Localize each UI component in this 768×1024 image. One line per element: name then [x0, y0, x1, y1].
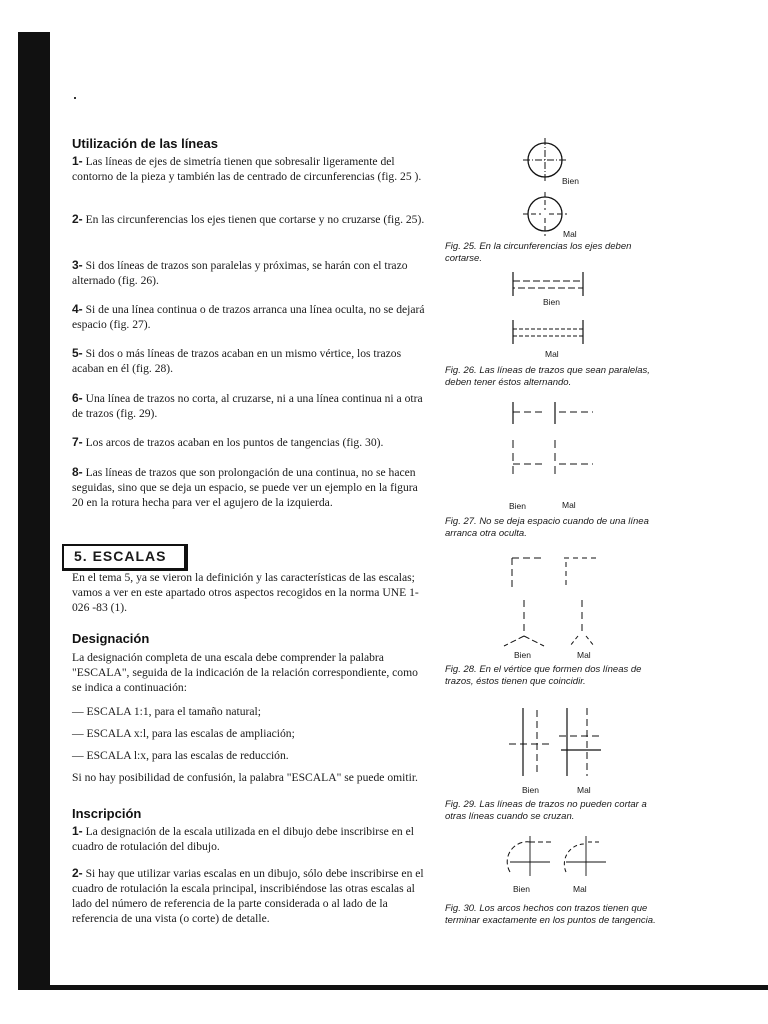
list-item: [72, 346, 428, 376]
scan-speck: [74, 97, 76, 99]
section-heading-lineas: Utilización de las líneas: [72, 136, 218, 151]
fig27-hidden-line-start-diagram: [505, 398, 595, 498]
list-item: [72, 302, 428, 332]
fig26-parallel-dashes-diagram: [505, 268, 585, 348]
item-number: 6-: [72, 391, 83, 405]
designacion-text: La designación completa de una escala debe comprender la palabra "ESCALA", seguida de la indicación de la relación correspondiente, como se indica a continuación:: [72, 651, 418, 694]
item-number: 7-: [72, 435, 83, 449]
designacion-note: Si no hay posibilidad de confusión, la palabra "ESCALA" se puede omitir.: [72, 771, 418, 784]
list-item: [72, 866, 428, 926]
item-number: 1-: [72, 824, 83, 838]
fig30-caption: Fig. 30. Los arcos hechos con trazos tienen que terminar exactamente en los puntos de tangencia.: [445, 903, 656, 926]
fig28-bad-label: Mal: [577, 650, 591, 660]
fig30-tangent-arcs-diagram: [498, 832, 608, 882]
section-title-escalas: 5. ESCALAS: [74, 548, 167, 564]
fig27-caption: Fig. 27. No se deja espacio cuando de una línea arranca otra oculta.: [445, 516, 649, 539]
fig28-caption: Fig. 28. En el vértice que formen dos líneas de trazos, éstos tienen que coincidir.: [445, 664, 642, 687]
fig25-bad-label: Mal: [563, 229, 577, 239]
fig25-circles-diagram: [515, 134, 575, 242]
fig30-bad-label: Mal: [573, 884, 587, 894]
list-item: [72, 465, 428, 510]
fig29-caption: Fig. 29. Las líneas de trazos no pueden cortar a otras líneas cuando se cruzan.: [445, 799, 647, 822]
fig26-good-label: Bien: [543, 297, 561, 307]
heading-designacion: Designación: [72, 631, 150, 646]
item-number: 4-: [72, 302, 83, 316]
heading-inscripcion: Inscripción: [72, 806, 142, 821]
fig29-crossing-lines-diagram: [505, 704, 605, 784]
fig28-vertex-dashes-diagram: [498, 548, 608, 648]
item-text: Los arcos de trazos acaban en los puntos de tangencias (fig. 30).: [85, 436, 384, 449]
fig29-bad-label: Mal: [577, 785, 591, 795]
item-number: 5-: [72, 346, 83, 360]
list-item: [72, 258, 428, 288]
item-number: 2-: [72, 866, 83, 880]
fig25-caption: Fig. 25. En la circunferencias los ejes deben cortarse.: [445, 241, 632, 264]
section-title-box: [62, 544, 188, 571]
item-text: Si de una línea continua o de trazos arranca una línea oculta, no se dejará espacio (fig. 27).: [72, 303, 425, 331]
fig27-good-label: Bien: [509, 501, 527, 511]
fig26-caption: Fig. 26. Las líneas de trazos que sean paralelas, deben tener éstos alternando.: [445, 365, 650, 388]
item-text: Si dos líneas de trazos son paralelas y próximas, se harán con el trazo alternado (fig. 26).: [72, 259, 408, 287]
fig28-good-label: Bien: [514, 650, 532, 660]
list-item: [72, 435, 428, 450]
fig26-bad-label: Mal: [545, 349, 559, 359]
item-text: Las líneas de trazos que son prolongación de una continua, no se hacen seguidas, sino que se deja un espacio, se puede ver un ejemplo en la figura 20 en la rotura hecha para ver el agujero de la izquierda.: [72, 466, 418, 509]
fig27-bad-label: Mal: [562, 500, 576, 510]
item-text: Si dos o más líneas de trazos acaban en un mismo vértice, los trazos acaban en él (fig. 28).: [72, 347, 402, 375]
item-text: Si hay que utilizar varias escalas en un dibujo, sólo debe inscribirse en el cuadro de rotulación la escala principal, inscribiéndose las otras escalas al lado del número de referencia de la parte considerada o al lado de la referencia de una vista (o corte) de detalle.: [72, 867, 424, 925]
item-text: Las líneas de ejes de simetría tienen que sobresalir ligeramente del contorno de la pieza y también las de centrado de circunferencias (fig. 25 ).: [72, 155, 422, 183]
list-item: [72, 212, 428, 227]
list-item: [72, 824, 428, 854]
page-spine-bar: [18, 32, 50, 990]
item-number: 1-: [72, 154, 83, 168]
fig25-good-label: Bien: [562, 176, 580, 186]
bottom-rule: [18, 985, 768, 990]
item-number: 2-: [72, 212, 83, 226]
escalas-intro: En el tema 5, ya se vieron la definición y las características de las escalas; vamos a ver en este apartado otros aspectos recogidos en la norma UNE 1-026 -83 (1).: [72, 571, 419, 614]
fig29-good-label: Bien: [522, 785, 540, 795]
scale-list-item: — ESCALA x:l, para las escalas de ampliación;: [72, 727, 295, 740]
scale-list-item: — ESCALA 1:1, para el tamaño natural;: [72, 705, 261, 718]
fig30-good-label: Bien: [513, 884, 531, 894]
list-item: [72, 391, 428, 421]
item-text: La designación de la escala utilizada en el dibujo debe inscribirse en el cuadro de rotulación del dibujo.: [72, 825, 414, 853]
item-text: Una línea de trazos no corta, al cruzarse, ni a una línea continua ni a otra de trazos (fig. 29).: [72, 392, 423, 420]
item-number: 8-: [72, 465, 83, 479]
scale-list-item: — ESCALA l:x, para las escalas de reducción.: [72, 749, 289, 762]
list-item: [72, 154, 428, 184]
item-number: 3-: [72, 258, 83, 272]
item-text: En las circunferencias los ejes tienen que cortarse y no cruzarse (fig. 25).: [85, 213, 425, 226]
